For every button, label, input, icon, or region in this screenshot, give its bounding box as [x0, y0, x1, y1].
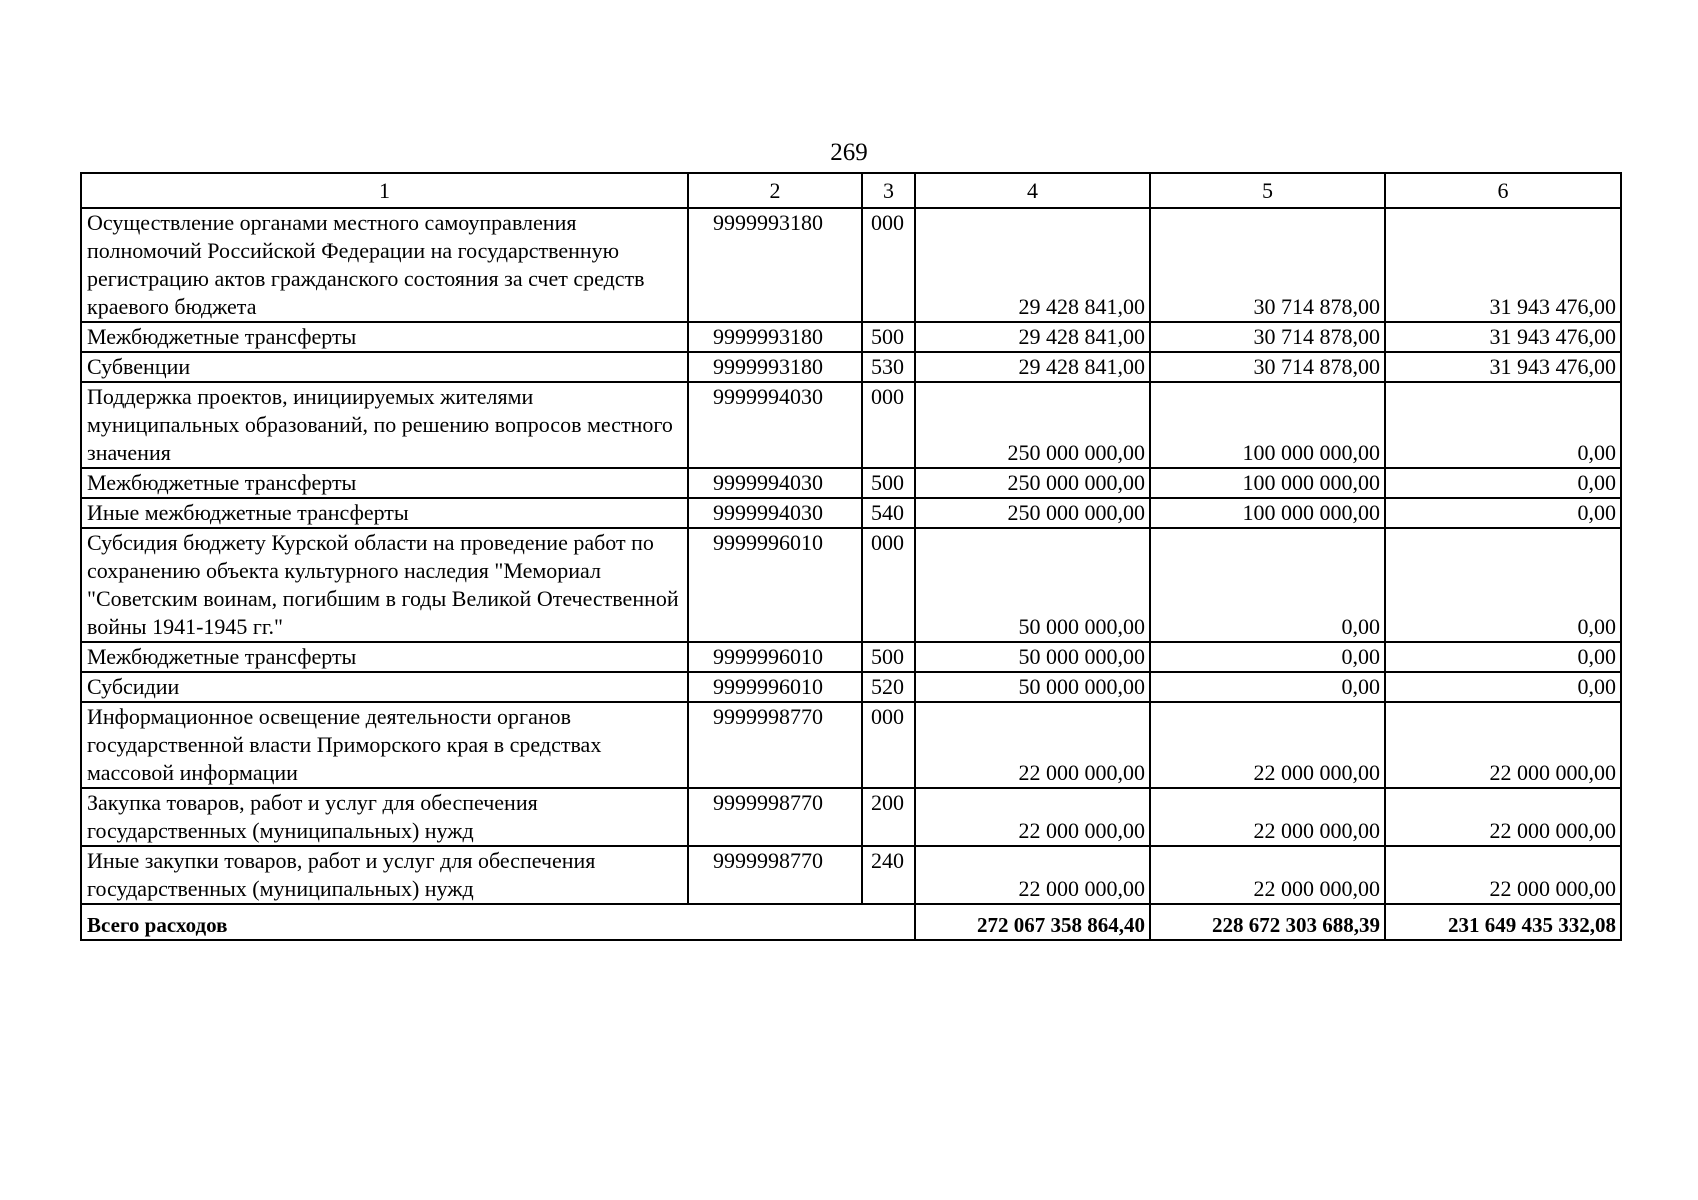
row-value-4-cell: 250 000 000,00 [915, 382, 1150, 468]
row-value-4-cell: 250 000 000,00 [915, 468, 1150, 498]
row-value-6-cell: 31 943 476,00 [1385, 322, 1621, 352]
row-name-cell: Субвенции [81, 352, 688, 382]
table-row [81, 322, 1621, 352]
row-value-5-cell: 0,00 [1150, 672, 1385, 702]
row-value-5-cell: 30 714 878,00 [1150, 208, 1385, 322]
row-value-4-cell: 29 428 841,00 [915, 322, 1150, 352]
row-value-5-cell: 22 000 000,00 [1150, 788, 1385, 846]
row-value-6-cell: 22 000 000,00 [1385, 702, 1621, 788]
row-type-cell: 500 [862, 468, 915, 498]
row-value-4-cell: 50 000 000,00 [915, 672, 1150, 702]
row-value-5-cell: 100 000 000,00 [1150, 498, 1385, 528]
header-cell-4: 4 [915, 173, 1150, 208]
row-value-6-cell: 0,00 [1385, 498, 1621, 528]
total-row [81, 904, 1621, 940]
row-code-cell: 9999993180 [688, 352, 862, 382]
row-value-5-cell: 100 000 000,00 [1150, 382, 1385, 468]
row-value-5-cell: 0,00 [1150, 642, 1385, 672]
budget-table [80, 172, 1622, 941]
row-value-4-cell: 22 000 000,00 [915, 788, 1150, 846]
row-name-cell: Поддержка проектов, инициируемых жителями муниципальных образований, по решению вопросов местного значения [81, 382, 688, 468]
row-code-cell: 9999998770 [688, 788, 862, 846]
row-code-cell: 9999998770 [688, 702, 862, 788]
row-value-6-cell: 0,00 [1385, 672, 1621, 702]
row-value-5-cell: 100 000 000,00 [1150, 468, 1385, 498]
row-name-cell: Иные межбюджетные трансферты [81, 498, 688, 528]
table-row [81, 352, 1621, 382]
row-type-cell: 000 [862, 382, 915, 468]
row-value-4-cell: 29 428 841,00 [915, 352, 1150, 382]
header-cell-2: 2 [688, 173, 862, 208]
total-value-6: 231 649 435 332,08 [1385, 904, 1621, 940]
table-row [81, 528, 1621, 642]
row-value-6-cell: 0,00 [1385, 468, 1621, 498]
row-code-cell: 9999996010 [688, 528, 862, 642]
row-value-5-cell: 22 000 000,00 [1150, 702, 1385, 788]
row-code-cell: 9999998770 [688, 846, 862, 904]
row-type-cell: 240 [862, 846, 915, 904]
row-name-cell: Субсидия бюджету Курской области на проведение работ по сохранению объекта культурного наследия "Мемориал "Советским воинам, погибшим в годы Великой Отечественной войны 1941-1945 гг." [81, 528, 688, 642]
row-value-4-cell: 22 000 000,00 [915, 846, 1150, 904]
header-cell-5: 5 [1150, 173, 1385, 208]
row-type-cell: 520 [862, 672, 915, 702]
row-code-cell: 9999996010 [688, 642, 862, 672]
table-row [81, 788, 1621, 846]
total-label: Всего расходов [81, 904, 915, 940]
row-name-cell: Закупка товаров, работ и услуг для обеспечения государственных (муниципальных) нужд [81, 788, 688, 846]
row-value-6-cell: 0,00 [1385, 642, 1621, 672]
row-value-4-cell: 22 000 000,00 [915, 702, 1150, 788]
row-type-cell: 500 [862, 322, 915, 352]
table-row [81, 468, 1621, 498]
row-value-4-cell: 29 428 841,00 [915, 208, 1150, 322]
table-row [81, 208, 1621, 322]
row-value-5-cell: 30 714 878,00 [1150, 352, 1385, 382]
row-code-cell: 9999994030 [688, 382, 862, 468]
row-code-cell: 9999994030 [688, 498, 862, 528]
row-type-cell: 000 [862, 702, 915, 788]
row-value-4-cell: 50 000 000,00 [915, 642, 1150, 672]
table-row [81, 498, 1621, 528]
row-type-cell: 000 [862, 528, 915, 642]
row-value-5-cell: 22 000 000,00 [1150, 846, 1385, 904]
row-value-6-cell: 22 000 000,00 [1385, 846, 1621, 904]
row-name-cell: Субсидии [81, 672, 688, 702]
table-row [81, 846, 1621, 904]
header-cell-3: 3 [862, 173, 915, 208]
row-value-6-cell: 0,00 [1385, 382, 1621, 468]
row-name-cell: Межбюджетные трансферты [81, 322, 688, 352]
row-type-cell: 500 [862, 642, 915, 672]
total-value-5: 228 672 303 688,39 [1150, 904, 1385, 940]
row-code-cell: 9999993180 [688, 322, 862, 352]
row-name-cell: Осуществление органами местного самоуправления полномочий Российской Федерации на государственную регистрацию актов гражданского состояния за счет средств краевого бюджета [81, 208, 688, 322]
row-value-6-cell: 31 943 476,00 [1385, 352, 1621, 382]
row-code-cell: 9999996010 [688, 672, 862, 702]
header-cell-6: 6 [1385, 173, 1621, 208]
row-name-cell: Межбюджетные трансферты [81, 468, 688, 498]
table-row [81, 672, 1621, 702]
table-row [81, 702, 1621, 788]
row-code-cell: 9999994030 [688, 468, 862, 498]
row-name-cell: Межбюджетные трансферты [81, 642, 688, 672]
row-code-cell: 9999993180 [688, 208, 862, 322]
header-cell-1: 1 [81, 173, 688, 208]
table-header-row [81, 173, 1621, 208]
table-row [81, 382, 1621, 468]
row-value-6-cell: 31 943 476,00 [1385, 208, 1621, 322]
row-value-4-cell: 50 000 000,00 [915, 528, 1150, 642]
row-name-cell: Информационное освещение деятельности органов государственной власти Приморского края в средствах массовой информации [81, 702, 688, 788]
row-value-4-cell: 250 000 000,00 [915, 498, 1150, 528]
total-value-4: 272 067 358 864,40 [915, 904, 1150, 940]
page-number: 269 [830, 139, 868, 166]
row-type-cell: 540 [862, 498, 915, 528]
row-type-cell: 000 [862, 208, 915, 322]
row-value-6-cell: 0,00 [1385, 528, 1621, 642]
table-row [81, 642, 1621, 672]
row-name-cell: Иные закупки товаров, работ и услуг для обеспечения государственных (муниципальных) нужд [81, 846, 688, 904]
row-type-cell: 200 [862, 788, 915, 846]
row-value-5-cell: 0,00 [1150, 528, 1385, 642]
row-type-cell: 530 [862, 352, 915, 382]
row-value-5-cell: 30 714 878,00 [1150, 322, 1385, 352]
row-value-6-cell: 22 000 000,00 [1385, 788, 1621, 846]
